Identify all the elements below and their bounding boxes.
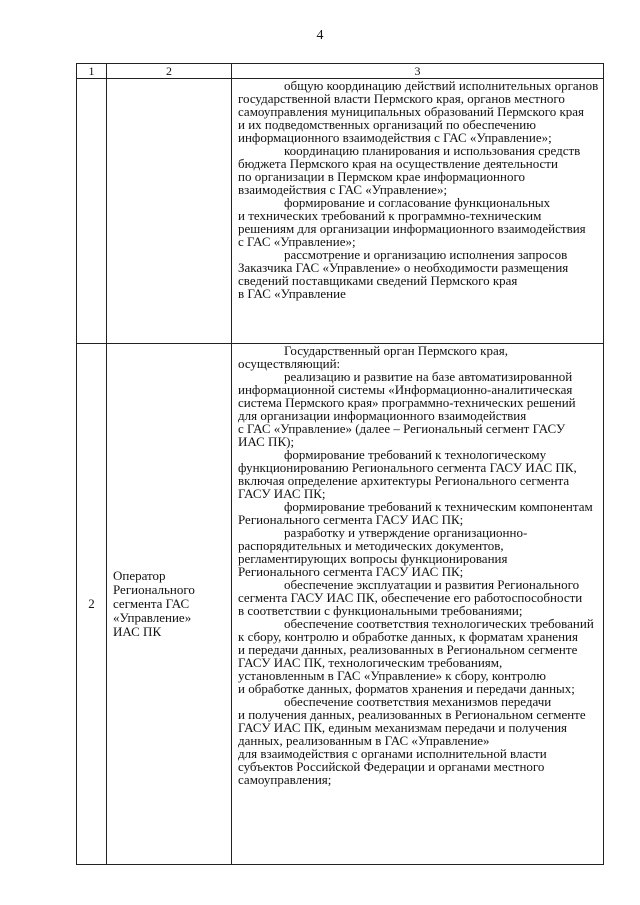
- row1-role-cell: [107, 79, 232, 344]
- text-line: субъектов Российской Федерации и органами местного: [238, 759, 545, 774]
- text-line: и технических требований к программно-техническим: [238, 208, 542, 223]
- row2-functions-text: [238, 344, 600, 786]
- text-line: реализацию и развитие на базе автоматизированной: [284, 369, 573, 384]
- text-line: ГАСУ ИАС ПК, технологическим требованиям,: [238, 655, 503, 670]
- text-line: данных, реализованным в ГАС «Управление»: [238, 733, 490, 748]
- text-line: в соответствии с функциональными требованиями;: [238, 603, 523, 618]
- text-line: сведений поставщиками сведений Пермского края: [238, 273, 518, 288]
- text-line: и передачи данных, реализованных в Региональном сегменте: [238, 642, 578, 657]
- text-line: система Пермского края» программно-технических решений: [238, 395, 576, 410]
- row1-number-cell: [77, 79, 107, 344]
- text-line: осуществляющий:: [238, 356, 341, 371]
- text-line: рассмотрение и организацию исполнения запросов: [284, 247, 568, 262]
- text-line: Государственный орган Пермского края,: [284, 343, 508, 358]
- role-line: Оператор: [113, 568, 166, 583]
- text-line: общую координацию действий исполнительных органов: [284, 78, 599, 93]
- row2-number-cell: 2: [77, 344, 107, 865]
- text-line: разработку и утверждение организационно-: [284, 525, 528, 540]
- text-line: для взаимодействия с органами исполнительной власти: [238, 746, 547, 761]
- text-line: решениям для организации информационного взаимодействия: [238, 221, 586, 236]
- role-line: сегмента ГАС: [113, 596, 190, 611]
- text-line: самоуправления муниципальных образований Пермского края: [238, 104, 585, 119]
- text-line: ГАСУ ИАС ПК, единым механизмам передачи и получения: [238, 720, 568, 735]
- text-line: формирование требований к технологическому: [284, 447, 547, 462]
- header-col-1: 1: [77, 64, 107, 79]
- text-line: формирование требований к техническим компонентам: [284, 499, 593, 514]
- table-header-row: [77, 64, 604, 79]
- text-line: в ГАС «Управление: [238, 286, 346, 301]
- text-line: и обработке данных, форматов хранения и передачи данных;: [238, 681, 575, 696]
- text-line: включая определение архитектуры Регионального сегмента: [238, 473, 570, 488]
- text-line: государственной власти Пермского края, органов местного: [238, 91, 565, 106]
- text-line: информационного взаимодействия с ГАС «Управление»;: [238, 130, 552, 145]
- text-line: по организации в Пермском крае информационного: [238, 169, 525, 184]
- text-line: самоуправления;: [238, 772, 332, 787]
- row2-role-cell: [107, 344, 232, 865]
- text-line: для организации информационного взаимодействия: [238, 408, 527, 423]
- role-line: ИАС ПК: [113, 624, 162, 639]
- header-col-3: 3: [232, 64, 604, 79]
- responsibilities-table: [76, 63, 604, 865]
- row2-functions-cell: [232, 344, 604, 865]
- text-line: взаимодействия с ГАС «Управление»;: [238, 182, 448, 197]
- text-line: Регионального сегмента ГАСУ ИАС ПК;: [238, 564, 464, 579]
- text-line: ИАС ПК);: [238, 434, 295, 449]
- role-line: «Управление»: [113, 610, 192, 625]
- text-line: установленным в ГАС «Управление» к сбору, контролю: [238, 668, 546, 683]
- text-line: формирование и согласование функциональных: [284, 195, 551, 210]
- text-line: координацию планирования и использования средств: [284, 143, 581, 158]
- text-line: к сбору, контролю и обработке данных, к форматам хранения: [238, 629, 578, 644]
- text-line: обеспечение соответствия механизмов передачи: [284, 694, 552, 709]
- text-line: Заказчика ГАС «Управление» о необходимости размещения: [238, 260, 569, 275]
- text-line: с ГАС «Управление» (далее – Региональный сегмент ГАСУ: [238, 421, 566, 436]
- text-line: ГАСУ ИАС ПК;: [238, 486, 326, 501]
- text-line: функционированию Регионального сегмента ГАСУ ИАС ПК,: [238, 460, 577, 475]
- text-line: и их подведомственных организаций по обеспечению: [238, 117, 536, 132]
- text-line: с ГАС «Управление»;: [238, 234, 356, 249]
- text-line: Регионального сегмента ГАСУ ИАС ПК;: [238, 512, 464, 527]
- text-line: сегмента ГАСУ ИАС ПК, обеспечение его работоспособности: [238, 590, 583, 605]
- row1-functions-cell: [232, 79, 604, 344]
- table-row: [77, 344, 604, 865]
- page-number: 4: [316, 28, 324, 43]
- text-line: регламентирующих вопросы функционирования: [238, 551, 508, 566]
- table-row: [77, 79, 604, 344]
- text-line: распорядительных и методических документов,: [238, 538, 504, 553]
- role-line: Регионального: [113, 582, 195, 597]
- row1-functions-text: [238, 79, 600, 300]
- text-line: обеспечение соответствия технологических требований: [284, 616, 594, 631]
- text-line: обеспечение эксплуатации и развития Регионального: [284, 577, 580, 592]
- text-line: информационной системы «Информационно-аналитическая: [238, 382, 573, 397]
- row2-role-text: [113, 569, 231, 639]
- header-col-2: 2: [107, 64, 232, 79]
- text-line: и получения данных, реализованных в Региональном сегменте: [238, 707, 586, 722]
- text-line: бюджета Пермского края на осуществление деятельности: [238, 156, 558, 171]
